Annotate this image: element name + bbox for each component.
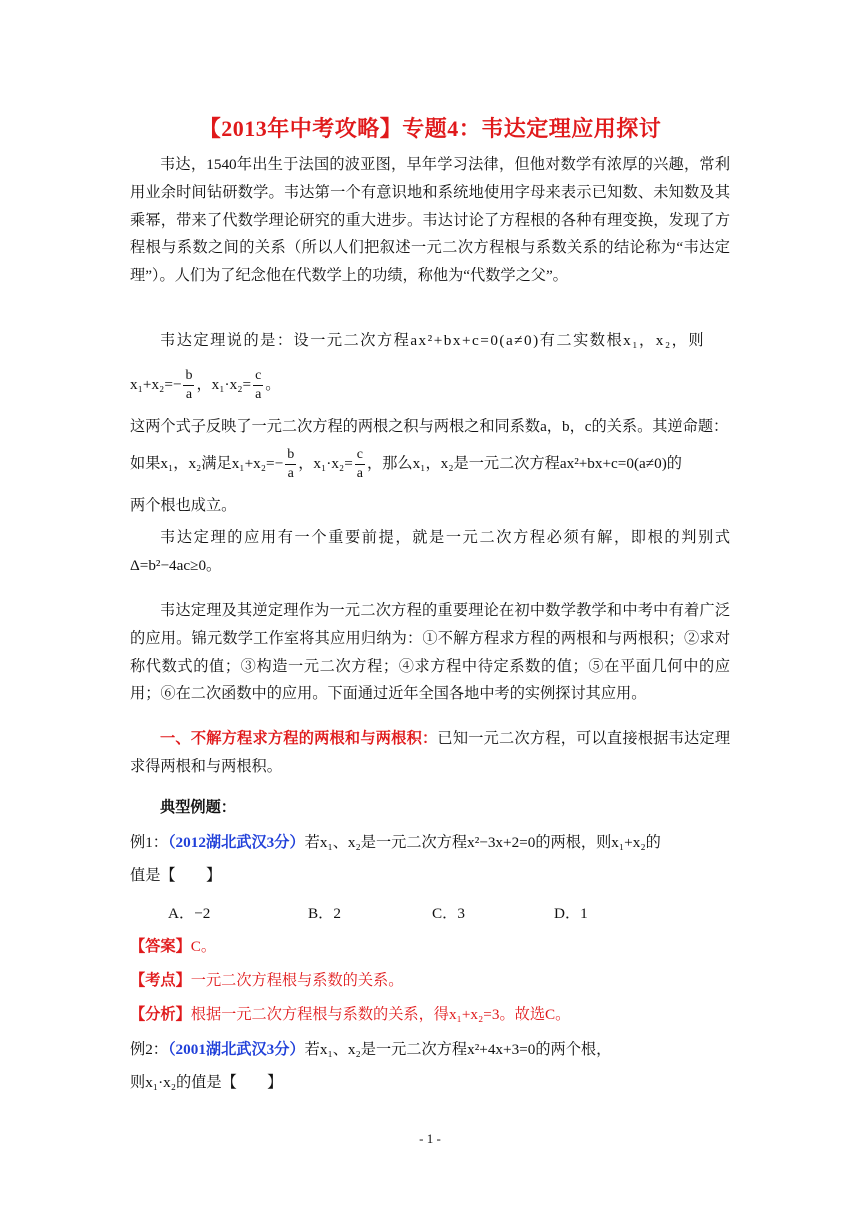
intro-paragraph: 韦达，1540年出生于法国的波亚图，早年学习法律，但他对数学有浓厚的兴趣，常利用业余时间钻研数学。韦达第一个有意识地和系统地使用字母来表示已知数、未知数及其乘幂，带来了代数学理论研究的重大进步。韦达讨论了方程根的各种有理变换，发现了方程根与系数之间的关系（所以人们把叙述一元二次方程根与系数关系的结论称为“韦达定理”）。人们为了纪念他在代数学上的功绩，称他为“代数学之父”。 [130, 156, 730, 285]
examples-heading: 典型例题： [160, 799, 236, 816]
page-title: 【2013年中考攻略】专题4：韦达定理应用探讨 [198, 116, 662, 141]
example-1-option-b: B．2 [308, 905, 341, 922]
example-2-source: （2001湖北武汉3分） [167, 1041, 305, 1058]
example-2-question: 例2：（2001湖北武汉3分）若x₁、x₂是一元二次方程x²+4x+3=0的两个根， [130, 1041, 612, 1058]
section-1 [130, 725, 730, 781]
section-1-heading: 一、不解方程求方程的两根和与两根积： [160, 730, 438, 747]
example-1-question-cont: 值是【 】 [130, 867, 222, 884]
example-1-option-d: D．1 [554, 905, 588, 922]
fraction-c-over-a: $\frac{c}{a}$ [255, 368, 262, 402]
example-2-question-cont: 则x₁·x₂的值是【 】 [130, 1074, 283, 1091]
section-1-text: 已知一元二次方程，可以直接根据韦达定理求得两根和与两根积。 [130, 730, 731, 775]
example-1-source: （2012湖北武汉3分） [167, 834, 305, 851]
example-1-question: 例1：（2012湖北武汉3分）若x₁、x₂是一元二次方程x²−3x+2=0的两根，则x₁+x₂的 [130, 834, 661, 851]
example-1-point: 【考点】一元二次方程根与系数的关系。 [130, 972, 404, 989]
page-number: - 1 - [419, 1131, 441, 1146]
example-1-answer: 【答案】C。 [130, 938, 217, 955]
premise-paragraph: 韦达定理的应用有一个重要前提，就是一元二次方程必须有解，即根的判别式Δ=b²−4ac≥0。 [130, 529, 730, 574]
example-1-option-a: A．−2 [168, 905, 211, 922]
theorem-formulas: x₁+x₂=− $\frac{b}{a}$ ，x₁·x₂= $\frac{c}{a}$ 。 [130, 368, 281, 402]
converse-intro: 这两个式子反映了一元二次方程的两根之积与两根之和同系数a，b，c的关系。其逆命题： [130, 418, 729, 435]
converse-end: 两个根也成立。 [130, 497, 237, 514]
example-1-option-c: C．3 [432, 905, 465, 922]
example-1-analysis: 【分析】根据一元二次方程根与系数的关系，得x₁+x₂=3。故选C。 [130, 1006, 571, 1023]
theorem-statement: 韦达定理说的是：设一元二次方程ax²+bx+c=0(a≠0)有二实数根x₁，x₂，则 [160, 332, 705, 349]
converse-statement: 如果x₁，x₂满足x₁+x₂=− $\frac{b}{a}$ ，x₁·x₂= $\frac{c}{a}$ ，那么x₁，x₂是一元二次方程ax²+bx+c=0(a≠0)的 [130, 447, 682, 481]
fraction-b-over-a: $\frac{b}{a}$ [185, 368, 193, 402]
applications-paragraph: 韦达定理及其逆定理作为一元二次方程的重要理论在初中数学教学和中考中有着广泛的应用。锦元数学工作室将其应用归纳为：①不解方程求方程的两根和与两根积；②求对称代数式的值；③构造一元二次方程；④求方程中待定系数的值；⑤在平面几何中的应用；⑥在二次函数中的应用。下面通过近年全国各地中考的实例探讨其应用。 [130, 602, 730, 703]
